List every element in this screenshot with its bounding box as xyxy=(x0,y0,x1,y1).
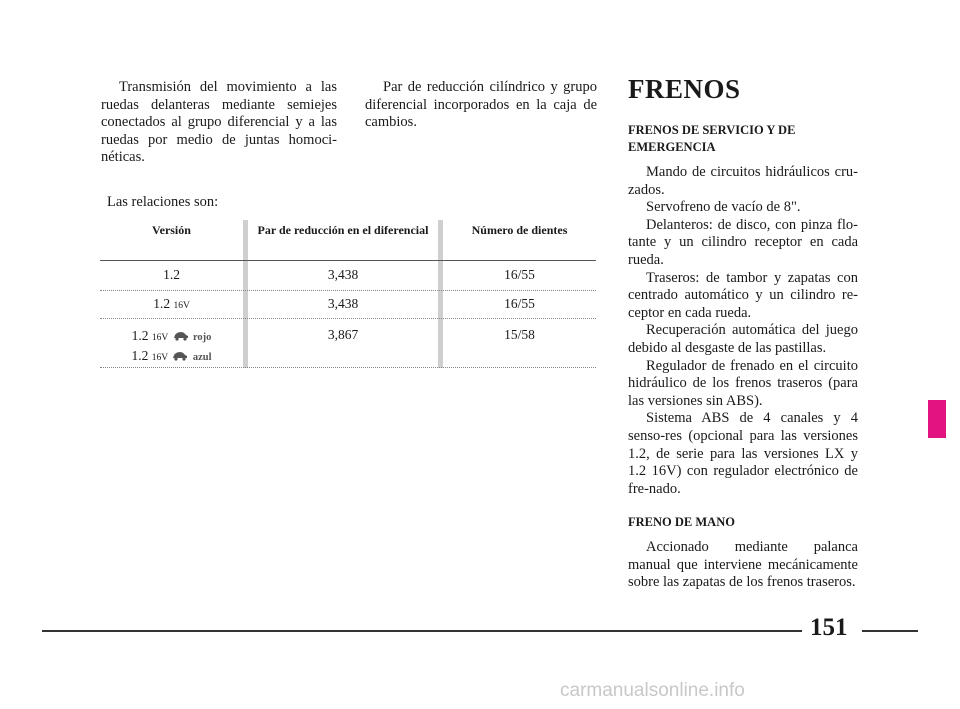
page-number: 151 xyxy=(810,614,848,641)
header-ratio: Par de reducción en el diferencial xyxy=(257,223,429,237)
row1-ratio: 3,438 xyxy=(327,267,359,282)
header-rule xyxy=(100,260,596,261)
row2-version-suffix: 16V xyxy=(173,301,190,311)
row2-version xyxy=(100,296,243,312)
service-brakes-heading: FRENOS DE SERVICIO Y DE EMERGENCIA xyxy=(628,123,796,154)
version-suffix: 16V xyxy=(151,333,169,343)
brake-paragraph: Sistema ABS de 4 canales y 4 senso-res (opcional para las versiones 1.2, de serie para las versiones LX y 1.2 16V) con regulador electrónico de fre-nado. xyxy=(628,410,858,497)
section-title: FRENOS xyxy=(628,74,741,104)
watermark: carmanualsonline.info xyxy=(560,680,745,701)
row3-version xyxy=(100,327,243,367)
row1-version: 1.2 xyxy=(163,267,180,282)
row2-teeth: 16/55 xyxy=(504,296,535,311)
footer-rule-right xyxy=(862,630,918,632)
chapter-tab-marker xyxy=(928,400,946,438)
transmission-paragraph: Transmisión del movimiento a las ruedas delanteras mediante semiejes conectados al grupo diferencial y a las ruedas por medio de juntas homoci-néticas. xyxy=(101,79,337,166)
header-teeth: Número de dientes xyxy=(471,223,568,237)
row3-version-line1 xyxy=(100,327,243,347)
car-icon xyxy=(172,330,190,341)
color-label: azul xyxy=(192,352,212,363)
ratios-table xyxy=(100,220,596,368)
brake-paragraph: Mando de circuitos hidráulicos cru-zados. xyxy=(628,164,858,198)
row-divider xyxy=(100,318,596,319)
brake-paragraph: Delanteros: de disco, con pinza flo-tante y un cilindro receptor en cada rueda. xyxy=(628,216,858,268)
row3-ratio: 3,867 xyxy=(327,327,359,342)
brake-paragraph: Recuperación automática del juego debido al desgaste de las pastillas. xyxy=(628,322,858,356)
reduction-paragraph: Par de reducción cilíndrico y grupo diferencial incorporados en la caja de cambios. xyxy=(365,79,597,131)
brake-paragraph: Traseros: de tambor y zapatas con centrado automático y un cilindro re-ceptor en cada rueda. xyxy=(628,269,858,321)
column-separator xyxy=(438,220,443,368)
brake-paragraph: Servofreno de vacío de 8". xyxy=(646,199,801,216)
header-version: Versión xyxy=(152,223,191,237)
brakes-section xyxy=(628,74,858,592)
handbrake-paragraph: Accionado mediante palanca manual que interviene mecánicamente sobre las zapatas de los frenos traseros. xyxy=(628,539,858,591)
version-base: 1.2 xyxy=(131,328,149,343)
version-suffix: 16V xyxy=(151,353,169,363)
brake-paragraph: Regulador de frenado en el circuito hidráulico de los frenos traseros (para las versiones sin ABS). xyxy=(628,357,858,409)
column-separator xyxy=(243,220,248,368)
handbrake-heading: FRENO DE MANO xyxy=(628,515,735,530)
footer-rule-left xyxy=(42,630,802,632)
row-divider xyxy=(100,290,596,291)
row-divider xyxy=(100,367,596,368)
row2-version-base: 1.2 xyxy=(153,296,171,311)
row1-teeth: 16/55 xyxy=(504,267,535,282)
car-icon xyxy=(171,350,189,361)
version-base: 1.2 xyxy=(131,348,149,363)
color-label: rojo xyxy=(192,332,212,343)
row3-teeth: 15/58 xyxy=(504,327,535,342)
ratios-intro: Las relaciones son: xyxy=(107,194,219,210)
row2-ratio: 3,438 xyxy=(327,296,359,311)
row3-version-line2 xyxy=(100,347,243,367)
